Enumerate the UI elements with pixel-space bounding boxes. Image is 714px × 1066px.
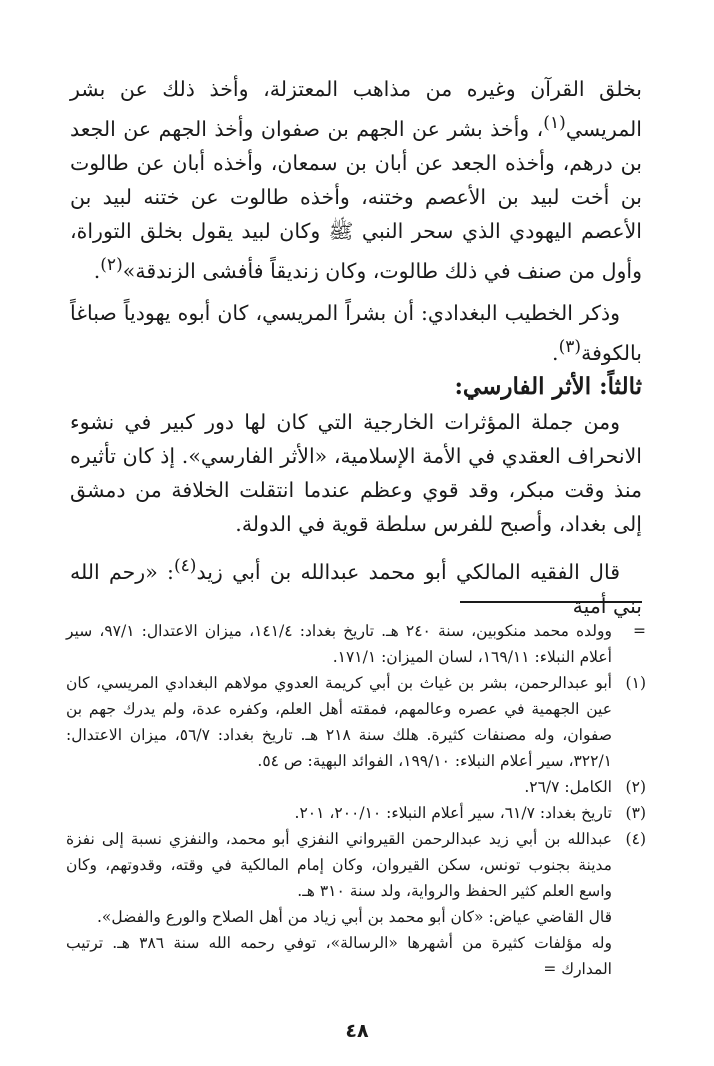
- paragraph-3: ومن جملة المؤثرات الخارجية التي كان لها دور كبير في نشوء الانحراف العقدي في الأمة الإسلامية، «الأثر الفارسي». إذ كان تأثيره منذ وقت مبكر، وقد قوي وعظم عندما انتقلت الخلافة من دمشق إلى بغداد، وأصبح للفرس سلطة قوية في الدولة.: [70, 410, 642, 537]
- section-heading: ثالثاً: الأثر الفارسي:: [454, 373, 642, 401]
- footnote-ref-1: (١): [543, 113, 566, 133]
- footnote-ref-2: (٢): [100, 254, 123, 275]
- footnote-continuation: = وولده محمد منكوبين، سنة ٢٤٠ هـ. تاريخ بغداد: ١٤١/٤، ميزان الاعتدال: ٩٧/١، سير أعلام النبلاء: ١٦٩/١١، لسان الميزان: ١٧١/١.: [66, 618, 646, 670]
- footnote-ref-3: (٣): [558, 336, 582, 357]
- footnotes: [66, 618, 646, 982]
- footnote-ref-4: (٤): [173, 556, 197, 577]
- footnote-3: (٣) تاريخ بغداد: ٦١/٧، سير أعلام النبلاء: ٢٠٠/١٠، ٢٠١.: [294, 804, 646, 822]
- continuation-mark: =: [633, 622, 646, 640]
- continuation-mark-end: =: [543, 960, 557, 978]
- main-text: [70, 72, 642, 623]
- footnote-4-works: وله مؤلفات كثيرة من أشهرها «الرسالة»، توفي رحمه الله سنة ٣٨٦ هـ. ترتيب المدارك =: [66, 934, 612, 978]
- paragraph-2: وذكر الخطيب البغدادي: أن بشراً المريسي، كان أبوه يهودياً صباغاً بالكوفة$^{(٣)}$.: [70, 300, 642, 365]
- paragraph-1: بخلق القرآن وغيره من مذاهب المعتزلة، وأخذ ذلك عن بشر المريسي$^{(١)}$، وأخذ بشر عن الجهم بن صفوان وأخذ الجهم عن الجعد بن درهم، وأخذه الجعد عن أبان بن سمعان، وأخذه أبان عن طالوت بن أخت لبيد بن الأعصم وختنه، وأخذه طالوت عن ختنه لبيد بن الأعصم اليهودي الذي سحر النبي ﷺ وكان لبيد يقول بخلق التوراة، وأول من صنف في ذلك طالوت، وكان زنديقاً فأفشى الزندقة»$^{(٢)}$.: [70, 77, 642, 283]
- footnote-4-quote: قال القاضي عياض: «كان أبو محمد بن أبي زياد من أهل الصلاح والورع والفضل».: [96, 908, 612, 926]
- footnote-4: (٤) عبدالله بن أبي زيد عبدالرحمن القيرواني النفزي أبو محمد، والنفزي نسبة إلى نفزة مدينة بجنوب تونس، سكن القيروان، وكان إمام المالكية في وقته، وقدوتهم، وكان واسع العلم كثير الحفظ والرواية، ولد سنة ٣١٠ هـ.: [66, 830, 646, 900]
- footnote-separator: [460, 601, 642, 603]
- page-number: ٤٨: [345, 1020, 369, 1042]
- paragraph-4: قال الفقيه المالكي أبو محمد عبدالله بن أبي زيد$^{(٤)}$: «رحم الله بني أمية: [70, 556, 642, 619]
- footnote-2: (٢) الكامل: ٢٦/٧.: [524, 778, 646, 796]
- footnote-1: (١) أبو عبدالرحمن، بشر بن غياث بن أبي كريمة العدوي مولاهم البغدادي المريسي، كان عين الجهمية في عصره وعالمهم، فمقته أهل العلم، وكفره عدة، ولم يدرك جهم بن صفوان، وله مصنفات كثيرة. هلك سنة ٢١٨ هـ. تاريخ بغداد: ٥٦/٧، ميزان الاعتدال: ٣٢٢/١، سير أعلام النبلاء: ١٩٩/١٠، الفوائد البهية: ص ٥٤.: [66, 674, 646, 770]
